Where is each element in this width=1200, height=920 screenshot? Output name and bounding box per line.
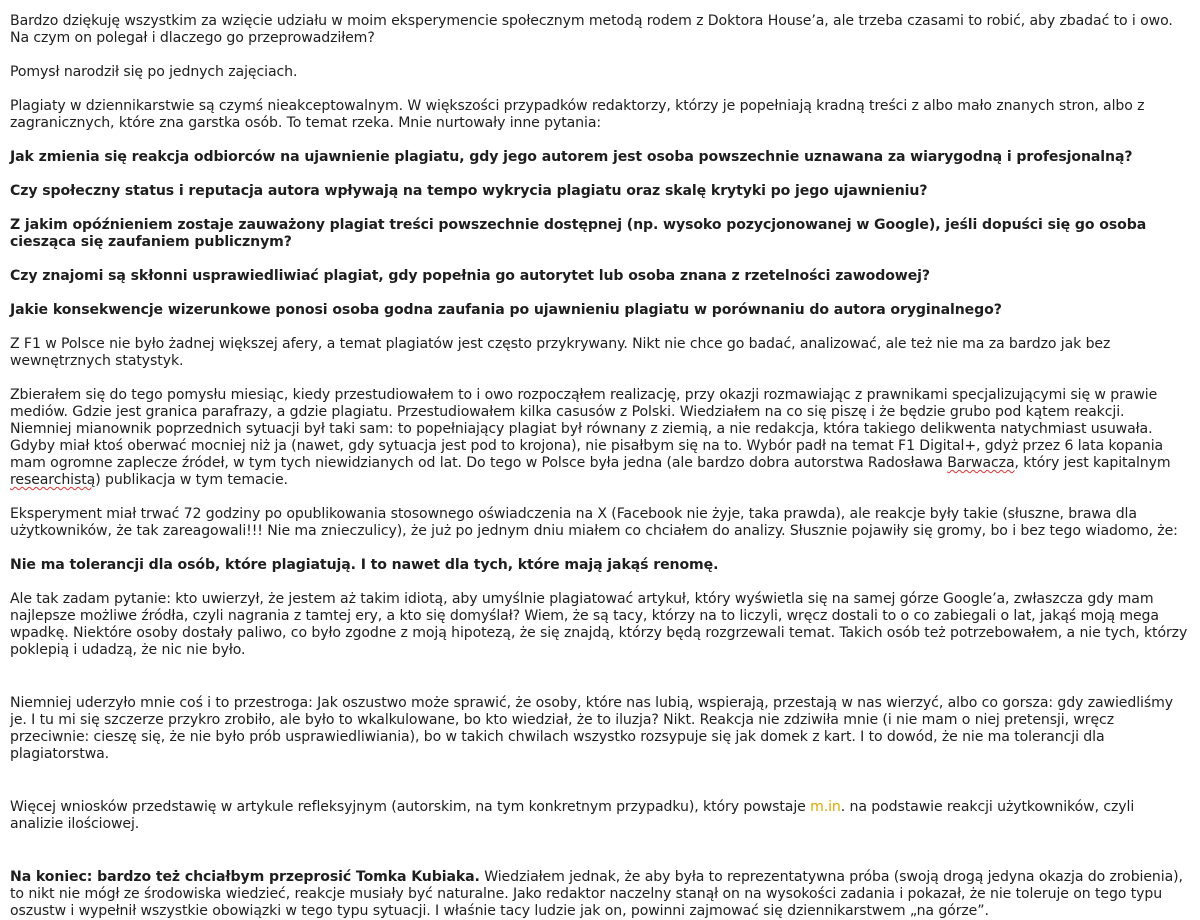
question-5: Jakie konsekwencje wizerunkowe ponosi osoba godna zaufania po ujawnieniu plagiatu w porównaniu do autora oryginalnego? [10, 302, 1002, 318]
warning-paragraph: Niemniej uderzyło mnie coś i to przestroga: Jak oszustwo może sprawić, że osoby, które nas lubią, wspierają, przestają w nas wierzyć, albo co gorsza: gdy zawiedliśmy je. I tu mi się szczerze przykro zrobiło, ale było to wkalkulowane, bo kto wiedział, że to iluzja? Nikt. Reakcja nie zdziwiła mnie (i nie mam o niej pretensji, wręcz przeciwnie: cieszę się, że nie było prób usprawiedliwiania), bo w takich chwilach wszystko rozsypuje się jak domek z kart. I to dowód, że nie ma tolerancji dla plagiatorstwa. [10, 695, 1173, 762]
preparation-text-a: Zbierałem się do tego pomysłu miesiąc, kiedy przestudiowałem to i owo rozpocząłem realizację, przy okazji rozmawiając z prawnikami specjalizującymi się w prawie mediów. Gdzie jest granica parafrazy, a gdzie plagiatu. Przestudiowałem kilka casusów z Polski. Wiedziałem na co się piszę i że będzie grubo pod kątem reakcji. Niemniej mianownik poprzednich sytuacji był taki sam: to popełniający plagiat był równany z ziemią, a nie redakcja, która takiego delikwenta natychmiast usuwała. Gdyby miał ktoś oberwać mocniej niż ja (nawet, gdy sytuacja jest pod to krojona), nie pisałbym się na to. Wybór padł na temat F1 Digital+, gdyż przez 6 lata kopania mam ogromne zaplecze źródeł, w tym tych niewidzianych od lat. Do tego w Polsce była jedna (ale bardzo dobra autorstwa Radosława [10, 387, 1164, 471]
conclusions-text-b: . na podstawie reakcji użytkowników, czyli analizie ilościowej. [10, 799, 1135, 832]
author-name: Barwacza [947, 455, 1015, 471]
top-edge [0, 0, 1200, 6]
apology-text: Wiedziałem jednak, że aby była to reprezentatywna próba (swoją drogą jedyna okazja do zrobienia), to nikt nie mógł ze środowiska wiedzieć, reakcje musiały być naturalne. Jako redaktor naczelny stanął on na wysokości zadania i pokazał, że nie toleruje on tego typu oszustw i wypełnił wszystkie obowiązki w tego typu sytuacji. I właśnie tacy ludzie jak on, powinni zajmować się dziennikarstwem „na górze”. [10, 869, 1183, 919]
apology-lead: Na koniec: bardzo też chciałbym przeprosić Tomka Kubiaka. [10, 869, 480, 885]
preparation-paragraph [10, 387, 1190, 489]
preparation-text-b: , który jest kapitalnym [1014, 455, 1171, 471]
conclusions-paragraph [10, 799, 1190, 833]
conclusions-text-a: Więcej wniosków przedstawię w artykule refleksyjnym (autorskim, na tym konkretnym przypadku), który powstaje [10, 799, 811, 815]
plagiarism-paragraph: Plagiaty w dziennikarstwie są czymś nieakceptowalnym. W większości przypadków redaktorzy, którzy je popełniają kradną treści z albo mało znanych stron, albo z zagranicznych, które zna garstka osób. To temat rzeka. Mnie nurtowały inne pytania: [10, 98, 1145, 131]
question-2: Czy społeczny status i reputacja autora wpływają na tempo wykrycia plagiatu oraz skalę krytyki po jego ujawnieniu? [10, 183, 928, 199]
intro-paragraph: Bardzo dziękuję wszystkim za wzięcie udziału w moim eksperymencie społecznym metodą rodem z Doktora House’a, ale trzeba czasami to robić, aby zbadać to i owo. Na czym on polegał i dlaczego go przeprowadziłem? [10, 13, 1173, 46]
document-body [10, 13, 1190, 920]
min-link[interactable]: m.in [810, 799, 841, 815]
no-tolerance-statement: Nie ma tolerancji dla osób, które plagiatują. I to nawet dla tych, które mają jakąś renomę. [10, 557, 719, 573]
idea-paragraph: Pomysł narodził się po jednych zajęciach. [10, 64, 298, 80]
experiment-paragraph: Eksperyment miał trwać 72 godziny po opublikowania stosownego oświadczenia na X (Facebook nie żyje, taka prawda), ale reakcje były takie (słuszne, brawa dla użytkowników, że tak zareagowali!!! Nie ma znieczulicy), że już po jednym dniu miałem co chciałem do analizy. Słusznie pojawiły się gromy, bo i bez tego wiadomo, że: [10, 506, 1178, 539]
f1-paragraph: Z F1 w Polsce nie było żadnej większej afery, a temat plagiatów jest często przykrywany. Nikt nie chce go badać, analizować, ale też nie ma za bardzo jak bez wewnętrznych statystyk. [10, 336, 1111, 369]
question-1: Jak zmienia się reakcja odbiorców na ujawnienie plagiatu, gdy jego autorem jest osoba powszechnie uznawana za wiarygodną i profesjonalną? [10, 149, 1133, 165]
apology-paragraph [10, 869, 1190, 920]
preparation-text-c: ) publikacja w tym temacie. [95, 472, 288, 488]
question-3: Z jakim opóźnieniem zostaje zauważony plagiat treści powszechnie dostępnej (np. wysoko pozycjonowanej w Google), jeśli dopuści się go osoba ciesząca się zaufaniem publicznym? [10, 217, 1147, 250]
question-4: Czy znajomi są skłonni usprawiedliwiać plagiat, gdy popełnia go autorytet lub osoba znana z rzetelności zawodowej? [10, 268, 930, 284]
question-paragraph: Ale tak zadam pytanie: kto uwierzył, że jestem aż takim idiotą, aby umyślnie plagiatować artykuł, który wyświetla się na samej górze Google’a, zwłaszcza gdy mam najlepsze możliwe źródła, czyli nagrania z tamtej ery, a kto się domyślał? Wiem, że są tacy, którzy na to liczyli, wręcz dostali to o co zabiegali o lat, jakąś moją mega wpadkę. Niektóre osoby dostały paliwo, co było zgodne z moją hipotezą, że się znajdą, którzy będą rozgrzewali temat. Takich osób też potrzebowałem, a nie tych, którzy poklepią i udadzą, że nic nie było. [10, 591, 1188, 658]
researcher-word: researchistą [10, 472, 96, 488]
